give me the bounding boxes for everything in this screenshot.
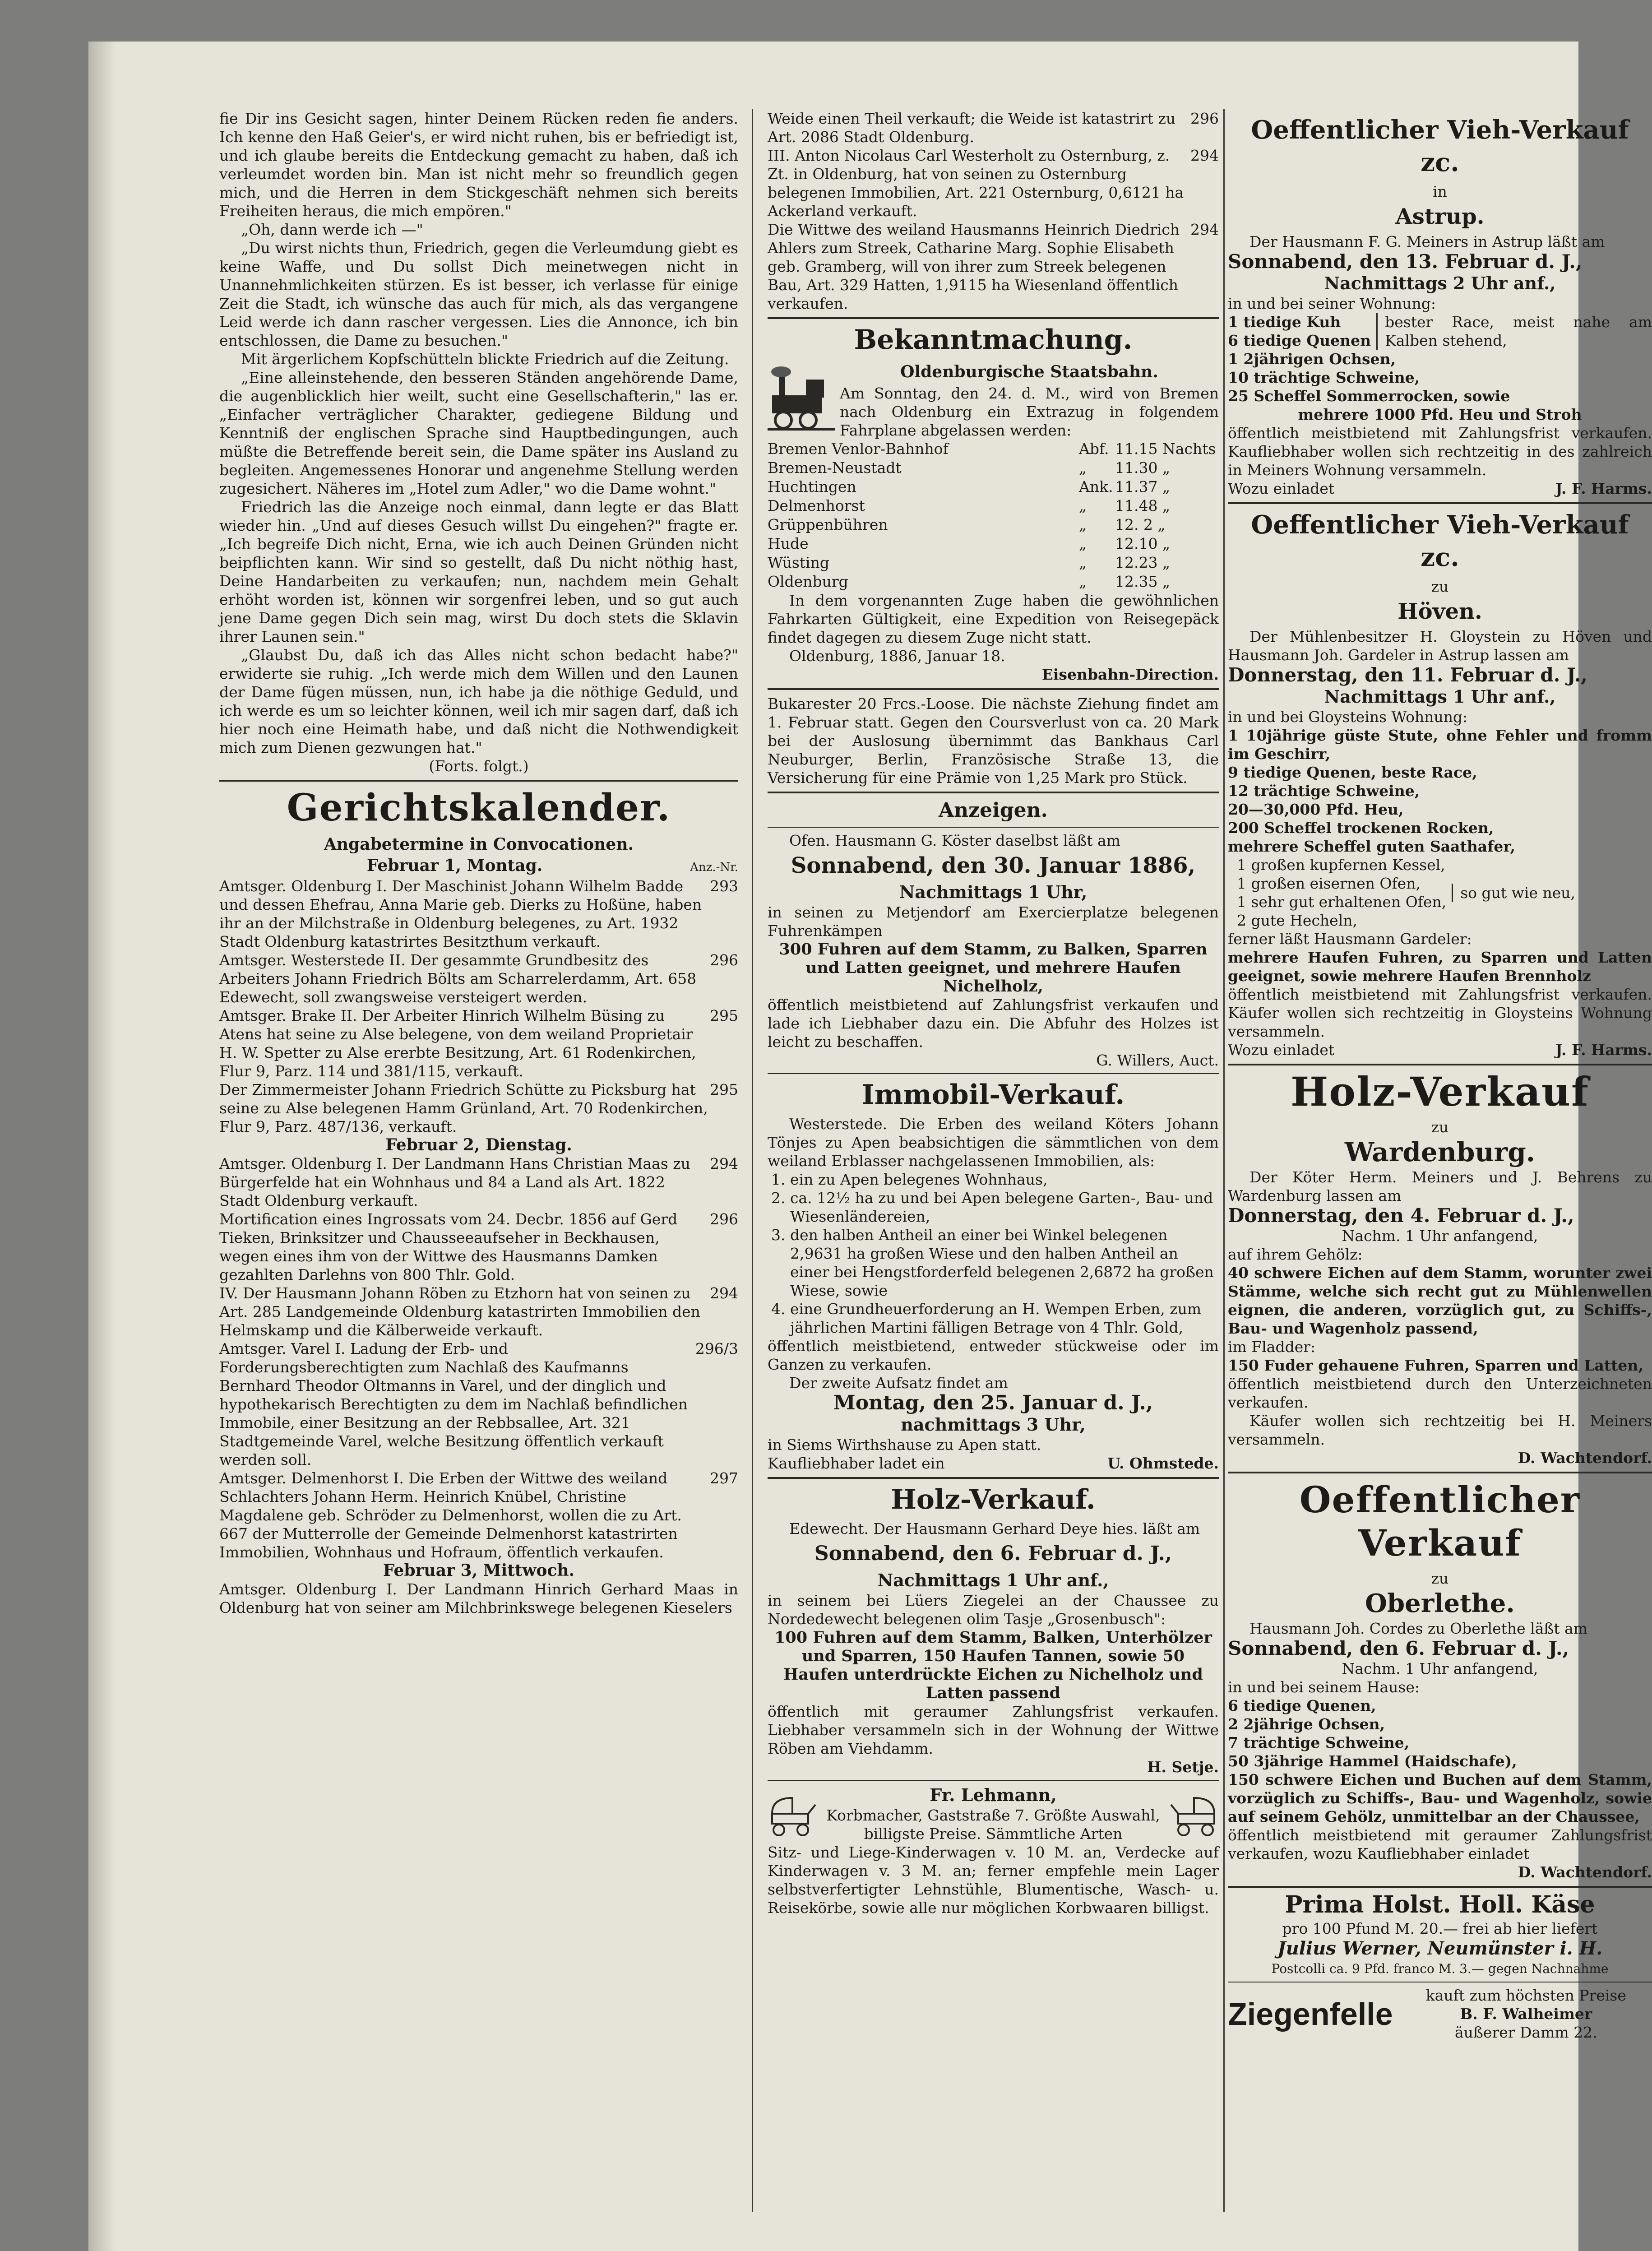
signature-label: Kaufliebhaber ladet ein: [768, 1454, 945, 1472]
vieh-offer: mehrere Haufen Fuhren, zu Sparren und Latten geeignet, sowie mehrere Haufen Brennholz: [1228, 949, 1652, 985]
date-heading: [219, 1561, 738, 1580]
vieh-verkauf-text: in und bei seiner Wohnung:: [1228, 295, 1436, 312]
immobil-list: [768, 1170, 1219, 1337]
vieh-small-item: 1 sehr gut erhaltenen Ofen,: [1237, 893, 1447, 911]
court-entry: [219, 1006, 738, 1080]
immobil-text: öffentlich meistbietend, entweder stückweise oder im Ganzen zu verkaufen.: [768, 1337, 1219, 1373]
holz-verkauf-text: öffentlich meistbietend durch den Unterzeichneten verkaufen.: [1228, 1375, 1652, 1411]
oeffentlicher-verkauf-text: öffentlich meistbietend mit geraumer Zahlungsfrist verkaufen, wozu Kaufliebhaber einladet: [1228, 1826, 1652, 1862]
column-2: [768, 109, 1219, 1917]
court-entry: [219, 1080, 738, 1136]
station-name: Huchtingen: [768, 478, 856, 496]
station-name: Wüsting: [768, 554, 829, 571]
vieh-verkauf-text: in und bei Gloysteins Wohnung:: [1228, 708, 1468, 726]
vieh-item: 20—30,000 Pfd. Heu,: [1228, 801, 1404, 818]
kaese-seller: Julius Werner, Neumünster i. H.: [1277, 1938, 1603, 1959]
holz-text: in seinem bei Lüers Ziegelei an der Chaussee zu Nordedewecht belegenen olim Tasje „Grosenbusch":: [768, 1592, 1219, 1628]
story-paragraph: Friedrich las die Anzeige noch einmal, dann legte er das Blatt wieder hin. „Und auf dieses Gesuch willst Du eingehen?" fragte er. „Ich begreife Dich nicht, Erna, wie ich auch Deinen Gründen nicht beipflichten kann. Wir sind so gestellt, daß Du nicht nöthig hast, Deine Handarbeiten zu verkaufen; nun, nachdem mein Gehalt erhöht worden ist, können wir sorgenfrei leben, und so gut auch jene Dame gegen Dich sein mag, wirst Du doch stets die Sklavin ihrer Launen sein.": [219, 498, 738, 645]
arrival-mark: Ank.: [1079, 478, 1113, 496]
court-entry-text: Amtsger. Oldenburg I. Der Maschinist Johann Wilhelm Badde und dessen Ehefrau, Anna Marie geb. Dierks zu Hoßüne, haben ihr an der Milchstraße in Oldenburg belegenes, zu Art. 1932 Stadt Oldenburg katastrirtes Besitzthum verkauft.: [219, 877, 702, 950]
railway-name: Oldenburgische Staatsbahn.: [900, 362, 1158, 381]
vieh-verkauf-text: öffentlich meistbietend mit Zahlungsfrist verkaufen. Käufer wollen sich rechtzeitig in Gloysteins Wohnung versammeln.: [1228, 986, 1652, 1040]
section-divider: [768, 1073, 1219, 1074]
court-entry: [768, 220, 1219, 313]
court-entry: [768, 109, 1219, 146]
lehmann-ad: [768, 1784, 1219, 1843]
immobil-time: nachmittags 3 Uhr,: [901, 1414, 1086, 1435]
court-entry-number: 294: [1190, 221, 1219, 238]
court-entry: [219, 1210, 738, 1284]
court-entry-number: 294: [1190, 147, 1219, 164]
court-entry-number: 295: [710, 1007, 738, 1024]
kaese-postage: Postcolli ca. 9 Pfd. franco M. 3.— gegen Nachnahme: [1271, 1961, 1609, 1976]
station-name: Oldenburg: [768, 573, 848, 590]
arrival-mark: Abf.: [1079, 440, 1109, 458]
holz-verkauf-intro: Der Köter Herm. Meiners und J. Behrens zu Wardenburg lassen am: [1228, 1168, 1652, 1204]
signature-name: U. Ohmstede.: [1107, 1454, 1219, 1472]
immobil-text: Westerstede. Die Erben des weiland Köters Johann Tönjes zu Apen beabsichtigen die sämmtlichen von dem weiland Erblasser nachgelassenen Immobilien, als:: [768, 1115, 1219, 1170]
oeffentlicher-verkauf-intro: Hausmann Joh. Cordes zu Oberlethe läßt am: [1249, 1620, 1588, 1637]
departure-time: 12.23 „: [1115, 554, 1171, 571]
court-entry: [219, 951, 738, 1006]
vieh-item: 10 trächtige Schweine,: [1228, 369, 1420, 386]
court-entry: [219, 1339, 738, 1469]
immobil-text: Der zweite Aufsatz findet am: [789, 1374, 1008, 1392]
vieh-verkauf-signature: [1228, 1041, 1652, 1059]
vieh-item: 1 2jährigen Ochsen,: [1228, 350, 1396, 368]
date-heading-text: Februar 3, Mittwoch.: [383, 1561, 575, 1580]
verkauf-item: 6 tiedige Quenen,: [1228, 1697, 1376, 1714]
arrival-mark: „: [1079, 497, 1087, 514]
ziegenfelle-buyer: B. F. Walheimer: [1460, 2005, 1592, 2023]
timetable-row: [768, 572, 1219, 591]
oeffentlicher-verkauf-place: Oberlethe.: [1365, 1589, 1515, 1618]
court-entry: [219, 877, 738, 951]
signature-label: Wozu einladet: [1228, 1041, 1335, 1059]
court-entry-number: 296/3: [695, 1340, 738, 1357]
departure-time: 12.10 „: [1115, 535, 1171, 552]
date-heading: [219, 1136, 738, 1154]
holz-verkauf-zu: zu: [1431, 1118, 1449, 1136]
section-divider: [1228, 502, 1652, 504]
vieh-brace-note: bester Race, meist nahe am Kalben stehend,: [1376, 313, 1652, 350]
section-divider: [1228, 1886, 1652, 1888]
court-entry: [219, 1154, 738, 1210]
court-entry-text: III. Anton Nicolaus Carl Westerholt zu Osternburg, z. Zt. in Oldenburg, hat von seinen zu Osternburg belegenen Immobilien, Art. 221 Osternburg, 0,6121 ha Ackerland verkauft.: [768, 147, 1184, 220]
court-calendar-subtitle: Angabetermine in Convocationen.: [324, 835, 634, 854]
vieh-item: 25 Scheffel Sommerrocken, sowie: [1228, 387, 1510, 405]
oeffentlicher-verkauf-signature: D. Wachtendorf.: [1518, 1863, 1652, 1881]
timetable-row: [768, 440, 1219, 459]
holz-verkauf-signature: D. Wachtendorf.: [1518, 1449, 1652, 1467]
verkauf-item: 150 schwere Eichen und Buchen auf dem Stamm, vorzüglich zu Schiffs-, Bau- und Wagenholz, sowie auf seinem Gehölz, unmittelbar an der Chaussee,: [1228, 1771, 1652, 1825]
ofen-time: Nachmittags 1 Uhr,: [899, 882, 1087, 902]
vieh-verkauf-time: Nachmittags 1 Uhr anf.,: [1324, 686, 1556, 707]
pram-icon: [768, 1791, 817, 1836]
court-entry-text: Amtsger. Brake II. Der Arbeiter Hinrich Wilhelm Büsing zu Atens hat seine zu Alse belegene, von dem weiland Proprietair H. W. Spetter zu Alse ererbte Besitzung, Art. 61 Rodenkirchen, Flur 9, Parz. 114 und 381/115, verkauft.: [219, 1007, 696, 1080]
departure-time: 11.48 „: [1115, 497, 1171, 514]
vieh-verkauf-date: Sonnabend, den 13. Februar d. J.,: [1228, 250, 1583, 273]
immobil-item: 2. ca. 12½ ha zu und bei Apen belegene Garten-, Bau- und Wiesenländereien,: [790, 1189, 1219, 1226]
court-entry: [219, 1469, 738, 1561]
story-paragraph: „Du wirst nichts thun, Friedrich, gegen die Verleumdung giebt es keine Waffe, und Du sollst Dich meinetwegen nicht in Unannehmlichkeiten stürzen. Es ist besser, ich verlasse für einige Zeit die Stadt, ich wünsche das auch für mich, als das vergangene Leid werde ich dann rascher vergessen. Lies die Annonce, ich bin entschlossen, die Dame zu besuchen.": [219, 239, 738, 349]
immobil-signature: [768, 1454, 1219, 1473]
column-1: [219, 109, 738, 1617]
vieh-item: 1 tiedige Kuh: [1228, 313, 1341, 331]
oeffentlicher-verkauf-time: Nachm. 1 Uhr anfangend,: [1342, 1660, 1538, 1677]
vieh-verkauf-intro: Der Mühlenbesitzer H. Gloystein zu Höven und Hausmann Joh. Gardeler in Astrup lassen am: [1228, 628, 1652, 664]
court-entry-number: 296: [1190, 110, 1219, 127]
court-entry-text: Amtsger. Oldenburg I. Der Landmann Hans Christian Maas zu Bürgerfelde hat ein Wohnhaus und 84 a Land als Art. 1822 Stadt Oldenburg verkauft.: [219, 1155, 690, 1209]
railway-signature: Eisenbahn-Direction.: [1041, 666, 1219, 683]
story-paragraph: „Eine alleinstehende, den besseren Ständen angehörende Dame, die augenblicklich hier weilt, sucht eine Gesellschafterin," las er. „Einfacher verträglicher Charakter, gediegene Bildung und Kenntniß der englischen Sprache sind Hauptbedingungen, auch müßte die Betreffende bereit sein, die Dame später ins Ausland zu begleiten. Angemessenes Honorar und angenehme Stellung werden zugesichert. Näheres im „Hotel zum Adler," wo die Dame wohnt.": [219, 369, 738, 497]
immobil-item: 4. eine Grundheuerforderung an H. Wempen Erben, zum jährlichen Martini fälligen Betrage von 4 Thlr. Gold,: [790, 1300, 1219, 1337]
holz-verkauf-text: Käufer wollen sich rechtzeitig bei H. Meiners versammeln.: [1228, 1412, 1652, 1448]
holz-verkauf-place: Wardenburg.: [1345, 1137, 1535, 1167]
departure-time: 11.30 „: [1115, 459, 1171, 477]
vieh-verkauf-text: ferner läßt Hausmann Gardeler:: [1228, 930, 1472, 948]
immobil-item: 3. den halben Antheil an einer bei Winkel belegenen 2,9631 ha großen Wiese und den halben Antheil an einer bei Hengstforderfeld belegenen 2,6872 ha großen Wiese, sowie: [790, 1226, 1219, 1300]
ziegenfelle-address: äußerer Damm 22.: [1454, 2024, 1597, 2041]
pram-icon: [1169, 1791, 1219, 1836]
date-heading: [219, 857, 738, 877]
story-paragraph: „Oh, dann werde ich —": [241, 221, 423, 238]
section-divider: [1228, 1064, 1652, 1065]
arrival-mark: „: [1079, 516, 1087, 533]
oeffentlicher-verkauf-text: in und bei seinem Hause:: [1228, 1678, 1420, 1696]
vieh-item: mehrere 1000 Pfd. Heu und Stroh: [1298, 406, 1582, 423]
holz-date: Sonnabend, den 6. Februar d. J.,: [814, 1542, 1172, 1565]
departure-time: 11.15 Nachts: [1115, 440, 1216, 458]
lehmann-name: Fr. Lehmann,: [930, 1785, 1057, 1805]
court-entry-text: Amtsger. Oldenburg I. Der Landmann Hinrich Gerhard Maas in Oldenburg hat von seiner am Milchbrinkswege belegenen Kieselers: [219, 1580, 738, 1616]
departure-time: 11.37 „: [1115, 478, 1171, 496]
vieh-verkauf-title: Oeffentlicher Vieh-Verkauf zc.: [1251, 115, 1629, 177]
vieh-small-item: 2 gute Hecheln,: [1237, 912, 1358, 929]
ofen-signature: G. Willers, Auct.: [1096, 1051, 1219, 1069]
oeffentlicher-verkauf-date: Sonnabend, den 6. Februar d. J.,: [1228, 1637, 1569, 1659]
section-divider: [768, 1780, 1219, 1781]
story-paragraph: fie Dir ins Gesicht sagen, hinter Deinem Rücken reden fie anders. Ich kenne den Haß Geier's, er wird nicht ruhen, bis er befriedigt ist, und ich glaube bereits die Entdeckung gemacht zu haben, daß ich verleumdet worden bin. Man ist nicht mehr so freundlich gegen mich, und die Herren in dem Stickgeschäft nehmen sich bereits Freiheiten heraus, die mich empören.": [219, 110, 738, 220]
timetable-row: [768, 534, 1219, 553]
vieh-small-item: 1 großen kupfernen Kessel,: [1237, 856, 1445, 874]
holz-title: Holz-Verkauf.: [891, 1484, 1096, 1515]
court-entry-number: 297: [710, 1469, 738, 1487]
arrival-mark: „: [1079, 459, 1087, 477]
court-entry-number: 294: [710, 1284, 738, 1302]
story-paragraph: Mit ärgerlichem Kopfschütteln blickte Friedrich auf die Zeitung.: [241, 350, 729, 368]
vieh-item: 6 tiedige Quenen: [1228, 332, 1371, 349]
page-binding-shadow: [88, 42, 116, 2251]
arrival-mark: „: [1079, 535, 1087, 552]
immobil-title: Immobil-Verkauf.: [861, 1079, 1125, 1111]
holz-intro: Edewecht. Der Hausmann Gerhard Deye hies. läßt am: [789, 1520, 1200, 1538]
continued-note: (Forts. folgt.): [429, 757, 529, 775]
vieh-verkauf-in: in: [1433, 183, 1447, 200]
station-name: Bremen-Neustadt: [768, 459, 902, 477]
holz-time: Nachmittags 1 Uhr anf.,: [877, 1570, 1109, 1590]
section-divider: [768, 317, 1219, 319]
court-entry-text: IV. Der Hausmann Johann Röben zu Etzhorn hat von seinen zu Art. 285 Landgemeinde Oldenburg katastrirten Immobilien den Helmskamp und die Kälberweide verkauft.: [219, 1284, 700, 1339]
announcement-title: Bekanntmachung.: [854, 324, 1133, 356]
vieh-verkauf-intro: Der Hausmann F. G. Meiners in Astrup läßt am: [1249, 233, 1605, 250]
court-entry: [768, 146, 1219, 220]
immobil-item: 1. ein zu Apen belegenes Wohnhaus,: [790, 1170, 1219, 1189]
arrival-mark: „: [1079, 554, 1087, 571]
vieh-verkauf-signature: [1228, 479, 1652, 498]
court-calendar-title: Gerichtskalender.: [287, 786, 671, 829]
vieh-verkauf-date: Donnerstag, den 11. Februar d. J.,: [1228, 664, 1587, 686]
vieh-small-item: 1 großen eisernen Ofen,: [1237, 875, 1421, 892]
station-name: Grüppenbühren: [768, 516, 888, 533]
date-heading-text: Februar 1, Montag.: [366, 856, 543, 875]
station-name: Hude: [768, 535, 809, 552]
vieh-item: 9 tiedige Quenen, beste Race,: [1228, 764, 1477, 781]
station-name: Delmenhorst: [768, 497, 865, 514]
court-entry: [219, 1284, 738, 1339]
locomotive-icon: [768, 364, 835, 436]
court-entry-number: 295: [710, 1081, 738, 1098]
timetable-row: [768, 553, 1219, 572]
section-divider: [768, 1477, 1219, 1479]
railway-text: Am Sonntag, den 24. d. M., wird von Bremen nach Oldenburg ein Extrazug in folgendem Fahrplane abgelassen werden:: [840, 384, 1219, 439]
signature-name: J. F. Harms.: [1555, 480, 1652, 497]
column-rule: [752, 109, 753, 2212]
arrival-mark: „: [1079, 573, 1087, 590]
oeffentlicher-verkauf-zu: zu: [1431, 1570, 1449, 1587]
ziegenfelle-text: kauft zum höchsten Preise: [1425, 1987, 1626, 2004]
departure-time: 12. 2 „: [1115, 516, 1166, 533]
column-3: [1228, 109, 1652, 2042]
immobil-date: Montag, den 25. Januar d. J.,: [833, 1391, 1153, 1414]
holz-verkauf-time: Nachm. 1 Uhr anfangend,: [1342, 1227, 1538, 1245]
vieh-brace-note: so gut wie neu,: [1452, 884, 1575, 902]
ziegenfelle-title: Ziegenfelle: [1228, 1996, 1393, 2032]
timetable: [768, 440, 1219, 591]
lehmann-text: Sitz- und Liege-Kinderwagen v. 10 M. an, Verdecke auf Kinderwagen v. 3 M. an; ferner empfehle mein Lager selbstverfertigter Lehnstühle, Blumentische, Wasch- u. Reisekörbe, sowie alle nur möglichen Korbwaaren billigst.: [768, 1843, 1219, 1917]
newspaper-page: [88, 42, 1652, 2251]
section-divider: [768, 688, 1219, 690]
vieh-verkauf-list: [1228, 313, 1652, 350]
lottery-notice: Bukarester 20 Frcs.-Loose. Die nächste Ziehung findet am 1. Februar statt. Gegen den Coursverlust von ca. 20 Mark bei der Auslosung übernimmt das Bankhaus Carl Neuburger, Berlin, Französische Straße 13, die Versicherung für eine Prämie von 1,25 Mark pro Stück.: [768, 695, 1219, 787]
holz-offer: 100 Fuhren auf dem Stamm, Balken, Unterhölzer und Sparren, 150 Haufen Tannen, sowie 50 Haufen unterdrückte Eichen zu Nichelholz und Latten passend: [774, 1628, 1212, 1702]
holz-verkauf-text: auf ihrem Gehölz:: [1228, 1246, 1363, 1263]
railway-place-date: Oldenburg, 1886, Januar 18.: [789, 647, 1005, 665]
oeffentlicher-verkauf-title: Oeffentlicher Verkauf: [1299, 1478, 1581, 1564]
ads-title: Anzeigen.: [939, 799, 1048, 822]
ofen-text: in seinen zu Metjendorf am Exercierplatze belegenen Fuhrenkämpen: [768, 903, 1219, 940]
timetable-row: [768, 459, 1219, 477]
section-divider: [768, 827, 1219, 828]
verkauf-item: 50 3jährige Hammel (Haidschafe),: [1228, 1752, 1517, 1770]
timetable-row: [768, 496, 1219, 515]
departure-time: 12.35 „: [1115, 573, 1171, 590]
vieh-verkauf-place: Astrup.: [1395, 204, 1485, 229]
holz-verkauf-date: Donnerstag, den 4. Februar d. J.,: [1228, 1204, 1574, 1227]
lehmann-text: Korbmacher, Gaststraße 7. Größte Auswahl, billigste Preise. Sämmtliche Arten: [826, 1806, 1160, 1843]
court-entry-number: 294: [710, 1155, 738, 1172]
immobil-text: in Siems Wirthshause zu Apen statt.: [768, 1436, 1041, 1454]
ofen-text: öffentlich meistbietend auf Zahlungsfrist verkaufen und lade ich Liebhaber dazu ein. Die Abfuhr des Holzes ist leicht zu beschaffen.: [768, 996, 1219, 1051]
signature-label: Wozu einladet: [1228, 480, 1335, 497]
station-name: Bremen Venlor-Bahnhof: [768, 440, 949, 458]
date-heading-text: Februar 2, Dienstag.: [385, 1135, 572, 1154]
vieh-small-list: [1228, 856, 1652, 930]
court-entry-text: Mortification eines Ingrossats vom 24. Decbr. 1856 auf Gerd Tieken, Brinksitzer und Chausseeaufseher in Beckhausen, wegen eines ihm von der Wittwe des Hausmanns Damken gezahlten Darlehns von 800 Thlr. Gold.: [219, 1210, 678, 1283]
holz-text: öffentlich mit geraumer Zahlungsfrist verkaufen. Liebhaber versammeln sich in der Wohnung der Wittwe Röben am Viehdamm.: [768, 1703, 1219, 1757]
story-paragraph: „Glaubst Du, daß ich das Alles nicht schon bedacht habe?" erwiderte sie ruhig. „Ich werde mich dem Willen und den Launen der Dame fügen müssen, nun, ich habe ja die nöthige Geduld, und ich werde es um so leichter können, weil ich mir sagen darf, daß ich hier noch eine Heimath habe, und daß nicht die Nothwendigkeit mich zum Dienen gezwungen hat.": [219, 646, 738, 756]
ziegenfelle-ad: [1228, 1986, 1652, 2042]
court-entry-number: 296: [710, 1210, 738, 1228]
vieh-verkauf-title: Oeffentlicher Vieh-Verkauf zc.: [1251, 510, 1629, 572]
ofen-offer: 300 Fuhren auf dem Stamm, zu Balken, Sparren und Latten geeignet, und mehrere Haufen Nichelholz,: [779, 940, 1208, 996]
section-divider: [768, 792, 1219, 793]
vieh-verkauf-place: Höven.: [1397, 599, 1482, 624]
vieh-item: 12 trächtige Schweine,: [1228, 782, 1420, 800]
court-entry-number: 293: [710, 877, 738, 895]
kaese-price: pro 100 Pfund M. 20.— frei ab hier liefert: [1282, 1920, 1598, 1937]
ofen-intro: Ofen. Hausmann G. Köster daselbst läßt am: [789, 832, 1121, 849]
holz-verkauf-text: im Fladder:: [1228, 1338, 1316, 1356]
court-entry-text: Weide einen Theil verkauft; die Weide ist katastrirt zu Art. 2086 Stadt Oldenburg.: [768, 110, 1176, 146]
holz-verkauf-title: Holz-Verkauf: [1291, 1068, 1589, 1115]
kaese-title: Prima Holst. Holl. Käse: [1285, 1891, 1595, 1918]
holz-verkauf-offer: 150 Fuder gehauene Fuhren, Sparren und Latten,: [1228, 1357, 1643, 1374]
anz-nr-label: Anz.-Nr.: [690, 861, 738, 874]
timetable-row: [768, 515, 1219, 534]
ofen-date: Sonnabend, den 30. Januar 1886,: [791, 853, 1196, 878]
vieh-item: 200 Scheffel trockenen Rocken,: [1228, 819, 1494, 837]
timetable-row: [768, 477, 1219, 496]
verkauf-item: 2 2jährige Ochsen,: [1228, 1715, 1385, 1733]
court-entry-text: Die Wittwe des weiland Hausmanns Heinrich Diedrich Ahlers zum Streek, Catharine Marg. Sophie Elisabeth geb. Gramberg, will von ihrer zum Streek belegenen Bau, Art. 329 Hatten, 1,9115 ha Wiesenland öffentlich verkaufen.: [768, 221, 1180, 312]
vieh-item: mehrere Scheffel guten Saathafer,: [1228, 838, 1515, 855]
column-rule: [1223, 109, 1225, 2212]
vieh-verkauf-zu: zu: [1431, 578, 1449, 595]
section-divider: [219, 780, 738, 782]
court-entry-text: Amtsger. Delmenhorst I. Die Erben der Wittwe des weiland Schlachters Johann Herm. Heinrich Knübel, Christine Magdalene geb. Schröder zu Delmenhorst, wollen die zu Art. 667 der Mutterrolle der Gemeinde Delmenhorst katastrirten Immobilien, Wohnhaus und Hofraum, öffentlich verkaufen.: [219, 1469, 682, 1561]
railway-notice: [768, 360, 1219, 440]
court-entry-text: Der Zimmermeister Johann Friedrich Schütte zu Picksburg hat seine zu Alse belegenen Hamm Grünland, Art. 70 Rodenkirchen, Flur 9, Parz. 487/136, verkauft.: [219, 1081, 708, 1135]
court-entry-text: Amtsger. Westerstede II. Der gesammte Grundbesitz des Arbeiters Johann Friedrich Bölts am Scharrelerdamm, Art. 658 Edewecht, soll zwangsweise versteigert werden.: [219, 951, 697, 1006]
signature-name: J. F. Harms.: [1555, 1041, 1652, 1059]
railway-note: In dem vorgenannten Zuge haben die gewöhnlichen Fahrkarten Gültigkeit, eine Expedition von Reisegepäck findet dagegen zu diesem Zuge nicht statt.: [768, 592, 1219, 646]
vieh-verkauf-time: Nachmittags 2 Uhr anf.,: [1324, 273, 1556, 293]
holz-signature: H. Setje.: [1147, 1758, 1219, 1776]
verkauf-item: 7 trächtige Schweine,: [1228, 1734, 1410, 1751]
section-divider: [1228, 1472, 1652, 1473]
court-entry-number: 296: [710, 951, 738, 969]
holz-verkauf-offer: 40 schwere Eichen auf dem Stamm, worunter zwei Stämme, welche sich recht gut zu Mühlenwellen eignen, die anderen, vorzüglich gut, zu Schiffs-, Bau- und Wagenholz passend,: [1228, 1264, 1652, 1337]
vieh-verkauf-text: öffentlich meistbietend mit Zahlungsfrist verkaufen. Kaufliebhaber wollen sich rechtzeitig in des zahlreich in Meiners Wohnung versammeln.: [1228, 424, 1652, 479]
vieh-item: 1 10jährige güste Stute, ohne Fehler und fromm im Geschirr,: [1228, 727, 1652, 763]
court-entry-text: Amtsger. Varel I. Ladung der Erb- und Forderungsberechtigten zum Nachlaß des Kaufmanns Bernhard Theodor Oltmanns in Varel, und der dinglich und hypothekarisch Berechtigten zu dem im Nachlaß befindlichen Immobile, einer Besitzung an der Rebbsallee, Art. 321 Stadtgemeinde Varel, welche Besitzung öffentlich verkauft werden soll.: [219, 1340, 688, 1468]
